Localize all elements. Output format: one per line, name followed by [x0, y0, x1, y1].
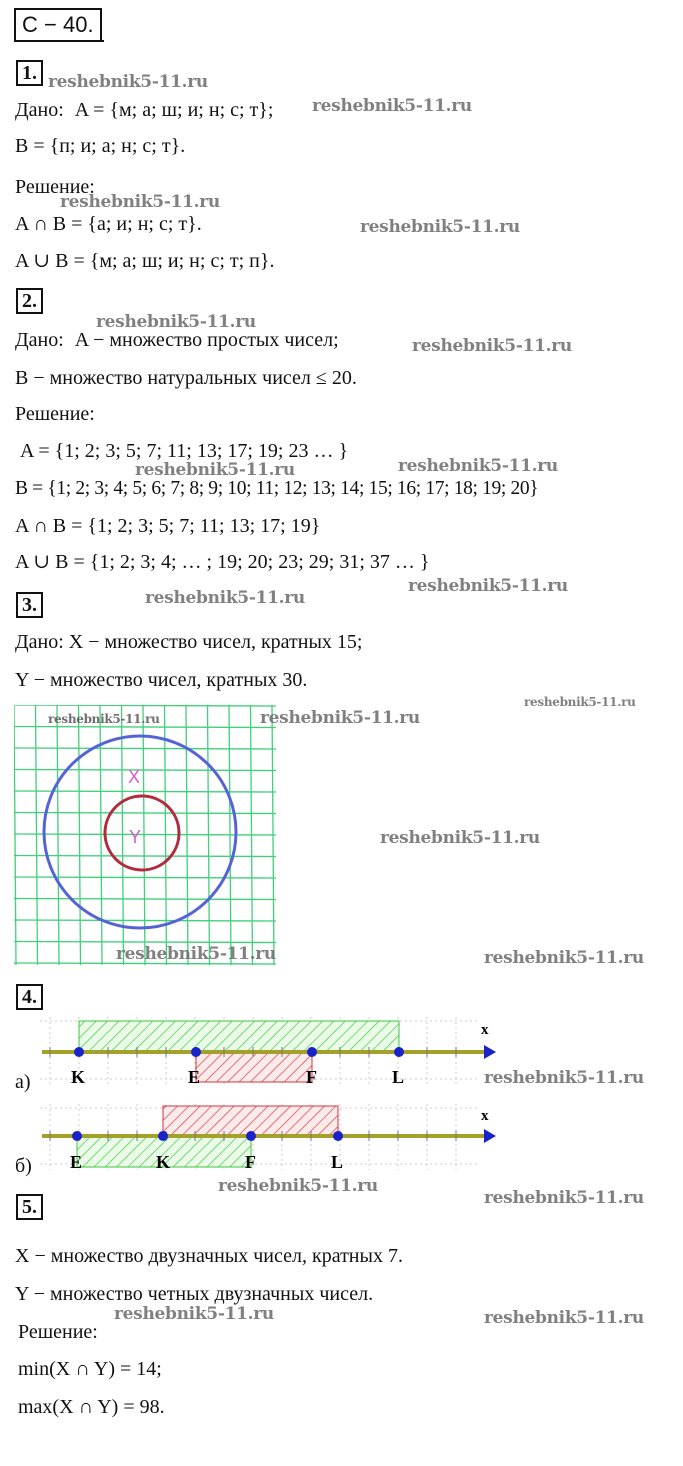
watermark: reshebnik5-11.ru [135, 460, 295, 480]
set-y-label: Y [129, 827, 142, 847]
point-label: K [156, 1152, 171, 1172]
task5-solution-label: Решение: [18, 1321, 98, 1343]
watermark: reshebnik5-11.ru [360, 217, 520, 237]
task5-y-desc: Y − множество четных двузначных чисел. [15, 1283, 374, 1305]
watermark: reshebnik5-11.ru [260, 708, 420, 728]
line-a-tag: а) [15, 1071, 31, 1093]
point-label: F [306, 1067, 317, 1087]
watermark: reshebnik5-11.ru [380, 828, 540, 848]
page-title-box [14, 8, 102, 42]
task2-label: 2. [16, 288, 43, 314]
task1-given-prefix: Дано: [15, 99, 64, 121]
venn-diagram [14, 705, 276, 965]
watermark: reshebnik5-11.ru [484, 1068, 644, 1088]
task5-max: max(X ∩ Y) = 98. [18, 1396, 165, 1418]
task3-given-y: Y − множество чисел, кратных 30. [15, 669, 308, 691]
task5-label: 5. [16, 1194, 43, 1220]
watermark: reshebnik5-11.ru [60, 192, 220, 212]
watermark: reshebnik5-11.ru [412, 336, 572, 356]
task3-given-x: Дано: X − множество чисел, кратных 15; [15, 631, 363, 653]
point-label: K [71, 1067, 86, 1087]
task1-label: 1. [16, 60, 43, 86]
axis-label: x [481, 1022, 489, 1038]
task2-union: A ∪ B = {1; 2; 3; 4; … ; 19; 20; 23; 29; 31; 37 … } [15, 551, 430, 573]
watermark: reshebnik5-11.ru [145, 588, 305, 608]
header-underline [14, 40, 104, 42]
watermark: reshebnik5-11.ru [218, 1176, 378, 1196]
point-f [307, 1047, 317, 1057]
watermark: reshebnik5-11.ru [398, 456, 558, 476]
task2-set-a-desc: A − множество простых чисел; [74, 329, 339, 351]
task2-given-prefix: Дано: [15, 329, 64, 351]
point-l [394, 1047, 404, 1057]
watermark: reshebnik5-11.ru [524, 695, 636, 709]
point-l [333, 1131, 343, 1141]
set-x-label: X [128, 767, 141, 787]
watermark: reshebnik5-11.ru [114, 1304, 274, 1324]
point-label: L [392, 1067, 405, 1087]
point-k [158, 1131, 168, 1141]
task1-union: A ∪ B = {м; а; ш; и; н; с; т; п}. [15, 250, 275, 272]
watermark: reshebnik5-11.ru [116, 944, 276, 964]
task5-x-desc: X − множество двузначных чисел, кратных 7. [15, 1245, 403, 1267]
watermark: reshebnik5-11.ru [312, 96, 472, 116]
point-f [246, 1131, 256, 1141]
watermark: reshebnik5-11.ru [408, 576, 568, 596]
task2-set-a: A = {1; 2; 3; 5; 7; 11; 13; 17; 19; 23 … } [20, 440, 349, 462]
point-k [74, 1047, 84, 1057]
watermark: reshebnik5-11.ru [484, 1188, 644, 1208]
page-title-dot: . [87, 12, 94, 37]
interval-ef [196, 1052, 312, 1082]
axis-arrow-icon [484, 1045, 496, 1059]
point-e [72, 1131, 82, 1141]
point-label: F [245, 1152, 256, 1172]
task2-intersection: A ∩ B = {1; 2; 3; 5; 7; 11; 13; 17; 19} [15, 515, 321, 537]
number-line-a [0, 1015, 500, 1090]
page-title: С − 40 [22, 12, 88, 37]
task2-solution-label: Решение: [15, 403, 95, 425]
point-e [191, 1047, 201, 1057]
task1-given [15, 98, 273, 122]
task5-min: min(X ∩ Y) = 14; [18, 1358, 162, 1380]
task2-set-b: B = {1; 2; 3; 4; 5; 6; 7; 8; 9; 10; 11; 12; 13; 14; 15; 16; 17; 18; 19; 20} [15, 478, 539, 499]
point-label: L [331, 1152, 344, 1172]
number-line-b [0, 1102, 500, 1177]
interval-kl [79, 1021, 399, 1051]
watermark: reshebnik5-11.ru [48, 72, 208, 92]
task1-set-a: A = {м; а; ш; и; н; с; т}; [74, 99, 274, 121]
task4-label: 4. [16, 984, 43, 1010]
point-label: E [188, 1067, 201, 1087]
task1-set-b: B = {п; и; а; н; с; т}. [15, 135, 186, 157]
task3-label: 3. [16, 592, 43, 618]
axis-arrow-icon [484, 1129, 496, 1143]
watermark: reshebnik5-11.ru [96, 312, 256, 332]
watermark: reshebnik5-11.ru [484, 948, 644, 968]
watermark: reshebnik5-11.ru [48, 712, 160, 726]
task2-set-b-desc: B − множество натуральных чисел ≤ 20. [15, 367, 357, 389]
axis-label: x [481, 1108, 489, 1124]
task1-solution-label: Решение: [15, 176, 95, 198]
task1-intersection: A ∩ B = {а; и; н; с; т}. [15, 213, 202, 235]
point-label: E [70, 1152, 83, 1172]
line-b-tag: б) [15, 1155, 32, 1177]
watermark: reshebnik5-11.ru [484, 1308, 644, 1328]
task2-given [15, 328, 339, 352]
